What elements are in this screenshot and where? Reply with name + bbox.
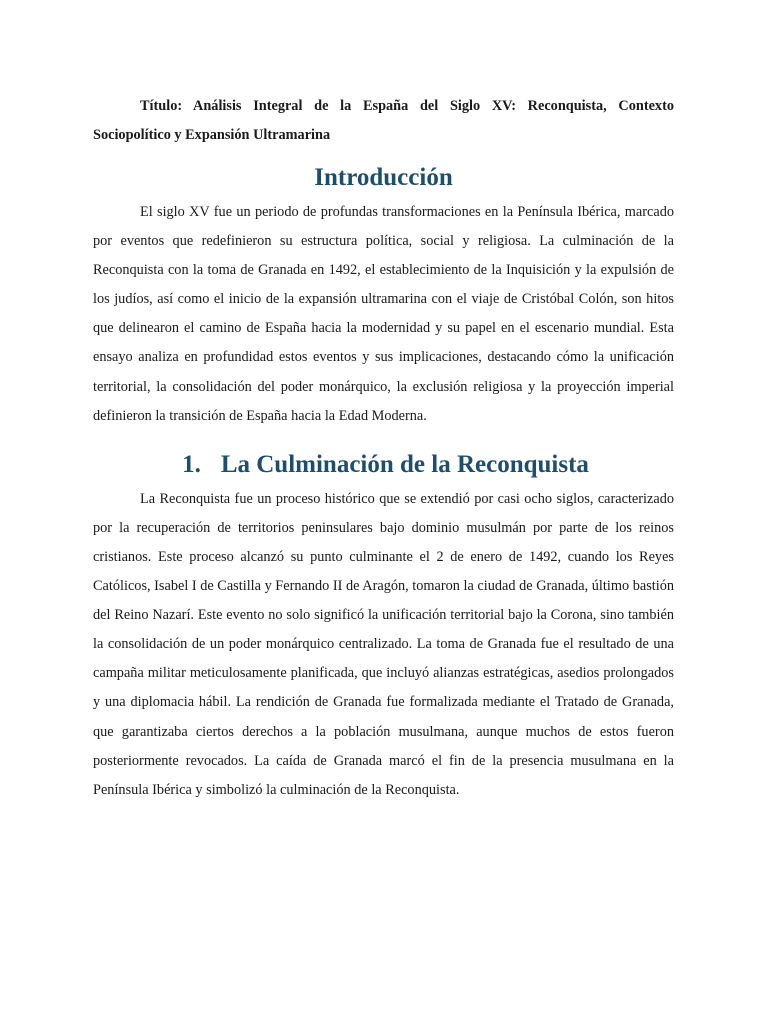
section-1-title: La Culminación de la Reconquista [220,450,589,478]
document-title: Título: Análisis Integral de la España del Siglo XV: Reconquista, Contexto Sociopolítico y Expansión Ultramarina [93,98,674,143]
section-1-heading [93,450,674,480]
section-1-paragraph: La Reconquista fue un proceso histórico que se extendió por casi ocho siglos, caracterizado por la recuperación de territorios peninsulares bajo dominio musulmán por parte de los reinos cristianos. Este proceso alcanzó su punto culminante el 2 de enero de 1492, cuando los Reyes Católicos, Isabel I de Castilla y Fernando II de Aragón, tomaron la ciudad de Granada, último bastión del Reino Nazarí. Este evento no solo significó la unificación territorial bajo la Corona, sino también la consolidación de un poder monárquico centralizado. La toma de Granada fue el resultado de una campaña militar meticulosamente planificada, que incluyó alianzas estratégicas, asedios prolongados y una diplomacia hábil. La rendición de Granada fue formalizada mediante el Tratado de Granada, que garantizaba ciertos derechos a la población musulmana, aunque muchos de estos fueron posteriormente revocados. La caída de Granada marcó el fin de la presencia musulmana en la Península Ibérica y simbolizó la culminación de la Reconquista. [93,490,674,798]
intro-heading: Introducción [314,164,453,191]
intro-paragraph: El siglo XV fue un periodo de profundas transformaciones en la Península Ibérica, marcado por eventos que redefinieron su estructura política, social y religiosa. La culminación de la Reconquista con la toma de Granada en 1492, el establecimiento de la Inquisición y la expulsión de los judíos, así como el inicio de la expansión ultramarina con el viaje de Cristóbal Colón, son hitos que delinearon el camino de España hacia la modernidad y su papel en el escenario mundial. Esta ensayo analiza en profundidad estos eventos y sus implicaciones, destacando cómo la unificación territorial, la consolidación del poder monárquico, la exclusión religiosa y la proyección imperial definieron la transición de España hacia la Edad Moderna. [93,204,674,424]
section-1-number: 1. [182,450,201,478]
